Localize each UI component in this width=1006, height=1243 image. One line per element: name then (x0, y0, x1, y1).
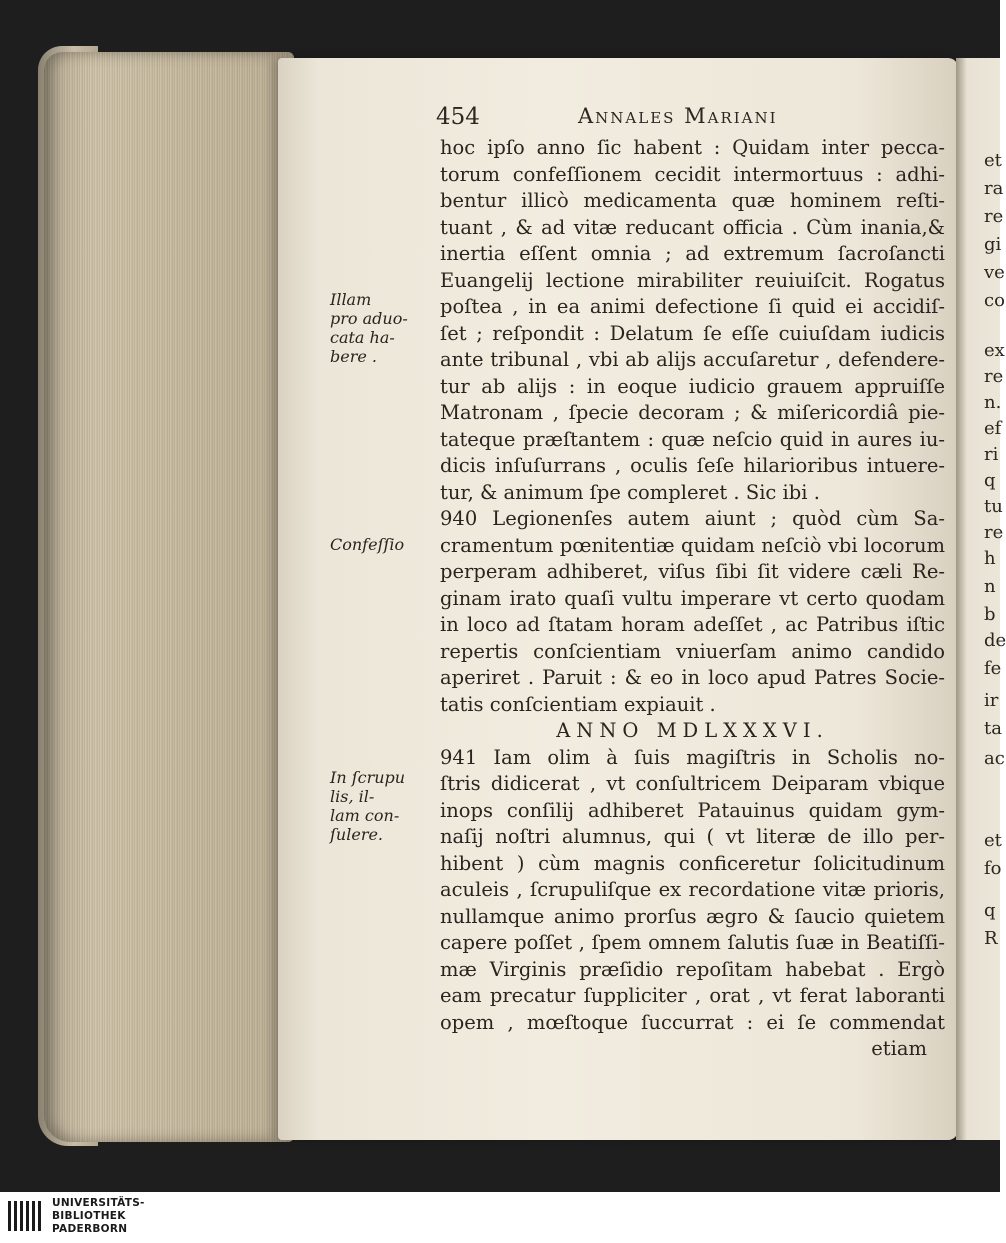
facing-text-fragment: ve (984, 262, 1005, 283)
text-line: aculeis , ſcrupuliſque ex recordatione vitæ prioris, (440, 878, 945, 901)
text-line: naſij noſtri alumnus, qui ( vt literæ de illo per- (440, 825, 945, 848)
facing-text-fragment: ex (984, 340, 1005, 361)
facing-text-fragment: q (984, 470, 996, 491)
facing-text-fragment: ri (984, 444, 999, 465)
text-line: aperiret . Paruit : & eo in loco apud Patres Socie- (440, 666, 945, 689)
text-line: capere poſſet , ſpem omnem ſalutis ſuæ in Beatiſſi- (440, 931, 945, 954)
library-logo-icon (6, 1197, 46, 1237)
library-name-line: UNIVERSITÄTS- (52, 1197, 145, 1209)
library-name-line: PADERBORN (52, 1223, 128, 1235)
library-name-line: BIBLIOTHEK (52, 1210, 126, 1222)
facing-text-fragment: ta (984, 718, 1002, 739)
facing-text-fragment: et (984, 150, 1002, 171)
facing-text-fragment: ra (984, 178, 1004, 199)
footer-bar (0, 1192, 1000, 1243)
text-line: torum confeſſionem cecidit intermortuus : adhi- (440, 162, 945, 186)
text-line: ſet ; reſpondit : Delatum ſe eſſe cuiuſdam iudicis (440, 321, 945, 345)
facing-text-fragment: b (984, 604, 996, 625)
running-title: Annales Mariani (578, 104, 778, 128)
text-line: 941 Iam olim à ſuis magiſtris in Scholis no- (440, 745, 945, 769)
facing-text-fragment: n (984, 576, 996, 597)
text-line: perperam adhiberet, viſus ſibi ſit videre cæli Re- (440, 560, 945, 583)
text-line: mæ Virginis præſidio repoſitam habebat . Ergò (440, 957, 945, 981)
facing-text-fragment: h (984, 548, 996, 569)
body-text (440, 135, 945, 1063)
section-heading: ANNO MDLXXXVI. (556, 719, 829, 742)
text-line: ſtris didicerat , vt conſultricem Deiparam vbique (440, 772, 945, 795)
facing-text-fragment: et (984, 830, 1002, 851)
text-line: ginam irato quaſi vultu imperare vt certo quodam (440, 586, 945, 610)
facing-text-fragment: q (984, 900, 996, 921)
text-line: tur, & animum ſpe compleret . Sic ibi . (440, 480, 820, 504)
margin-note-2 (330, 535, 430, 554)
facing-text-fragment: fo (984, 858, 1002, 879)
text-line: hoc ipſo anno ſic habent : Quidam inter pecca- (440, 136, 945, 159)
text-line: Euangelij lectione mirabiliter reuiuiſcit. Rogatus (440, 268, 945, 292)
text-line: repertis conſcientiam vniuerſam animo candido (440, 639, 945, 663)
library-name (52, 1197, 145, 1236)
facing-text-fragment: re (984, 206, 1004, 227)
text-line: eam precatur ſuppliciter , orat , vt ferat laboranti (440, 984, 945, 1007)
text-line: Matronam , ſpecie decoram ; & miſericordiâ pie- (440, 401, 945, 424)
margin-note-line: bere . (330, 347, 377, 366)
text-line: dicis inſuſurrans , oculis ſeſe hilarioribus intuere- (440, 454, 945, 477)
margin-note-3 (330, 768, 430, 844)
facing-text-fragment: re (984, 366, 1004, 387)
text-line: 940 Legionenſes autem aiunt ; quòd cùm Sa- (440, 507, 945, 530)
facing-text-fragment: co (984, 290, 1005, 311)
margin-note-line: lis, il- (330, 787, 375, 806)
facing-text-fragment: re (984, 522, 1004, 543)
facing-text-fragment: ef (984, 418, 1002, 439)
text-line: inops conſilij adhiberet Patauinus quidam gym- (440, 798, 945, 822)
facing-text-fragment: n. (984, 392, 1002, 413)
facing-text-fragment: R (984, 928, 998, 949)
facing-text-fragment: ir (984, 690, 999, 711)
text-line: nullamque animo prorſus ægro & ſaucio quietem (440, 904, 945, 928)
margin-note-line: Confeſſio (330, 535, 405, 554)
text-line: in loco ad ſtatam horam adeſſet , ac Patribus iſtic (440, 613, 945, 636)
page-block-edge (44, 52, 294, 1142)
catchword: etiam (871, 1037, 927, 1060)
text-line: tateque præſtantem : quæ neſcio quid in aures iu- (440, 427, 945, 451)
margin-note-line: pro aduo- (330, 309, 408, 328)
facing-text-fragment: de (984, 630, 1006, 651)
text-line: bentur illicò medicamenta quæ hominem reſti- (440, 189, 945, 212)
facing-text-fragment: ac (984, 748, 1005, 769)
text-line: cramentum pœnitentiæ quidam neſciò vbi locorum (440, 533, 945, 557)
margin-note-line: lam con- (330, 806, 400, 825)
margin-note-line: ſulere. (330, 825, 384, 844)
page-number: 454 (436, 104, 480, 130)
text-line: poſtea , in ea animi defectione ſi quid ei accidiſ- (440, 295, 945, 318)
text-line: hibent ) cùm magnis conficeretur ſolicitudinum (440, 851, 945, 875)
text-line: tur ab alijs : in eoque iudicio grauem appruiſſe (440, 374, 945, 398)
facing-text-fragment: fe (984, 658, 1002, 679)
margin-note-1 (330, 290, 430, 366)
facing-text-fragment: gi (984, 234, 1002, 255)
text-line: opem , mœſtoque ſuccurrat : ei ſe commendat (440, 1010, 945, 1034)
margin-note-line: Illam (330, 290, 372, 309)
text-line: ante tribunal , vbi ab alijs accuſaretur , defendere- (440, 348, 945, 371)
text-line: tuant , & ad vitæ reducant officia . Cùm inania,& (440, 215, 945, 239)
text-line: tatis conſcientiam expiauit . (440, 692, 716, 716)
margin-note-line: cata ha- (330, 328, 395, 347)
facing-text-fragment: tu (984, 496, 1003, 517)
text-line: inertia eſſent omnia ; ad extremum ſacroſancti (440, 242, 945, 265)
margin-note-line: In ſcrupu (330, 768, 406, 787)
